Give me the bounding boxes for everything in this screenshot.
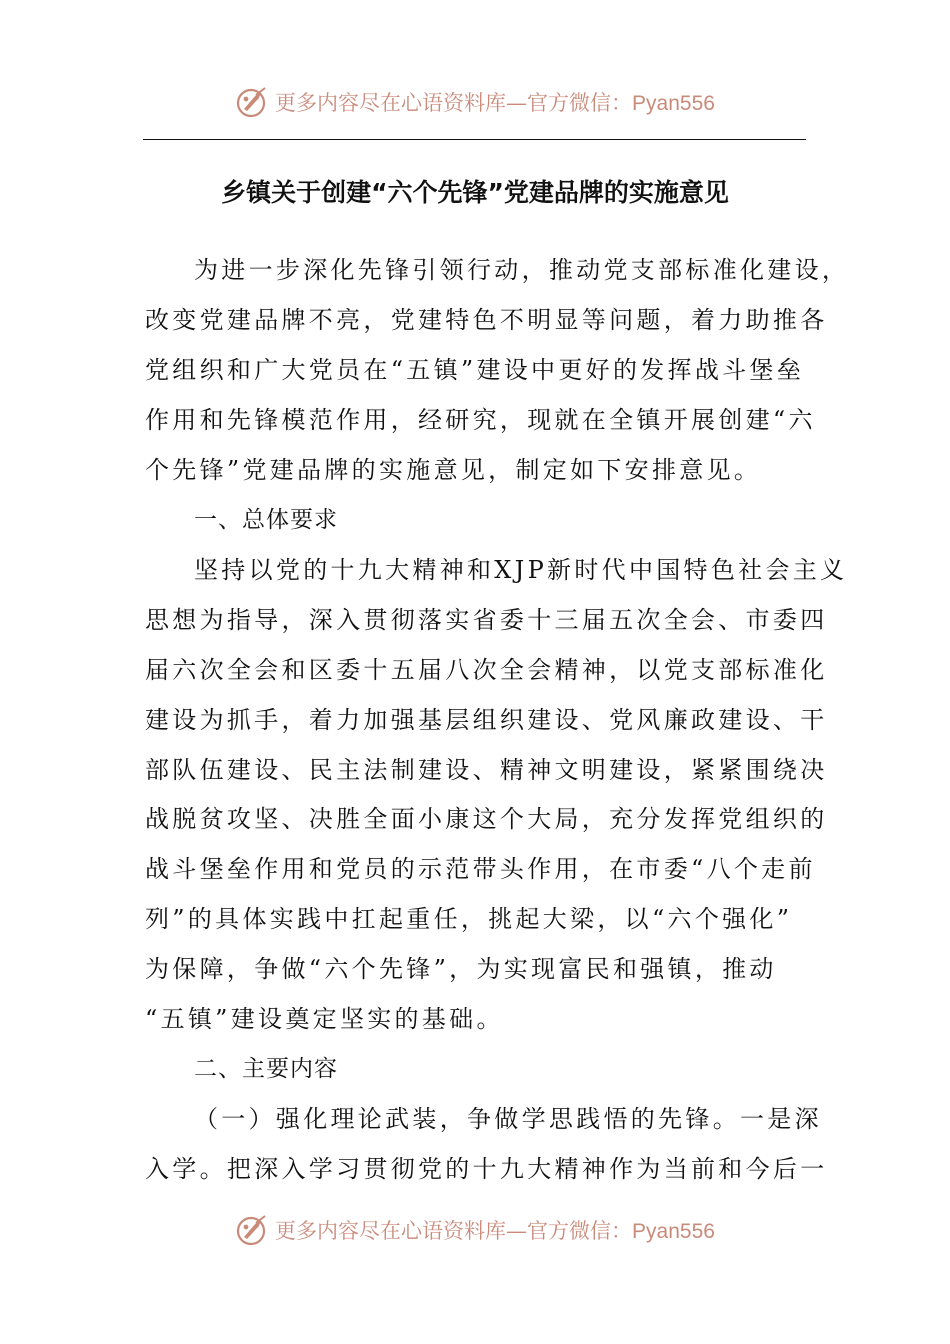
- section1-line-5: 部队伍建设、民主法制建设、精神文明建设，紧紧围绕决: [145, 756, 828, 784]
- watermark-wechat-id: Pyan556: [632, 1220, 715, 1243]
- section1-line-9: 为保障，争做“六个先锋”，为实现富民和强镇，推动: [145, 955, 777, 983]
- watermark-text: 更多内容尽在心语资料库—官方微信：: [275, 1219, 633, 1243]
- watermark-banner-bottom: [0, 1210, 950, 1250]
- watermark-wechat-id: Pyan556: [632, 92, 715, 115]
- pen-logo-icon: [235, 1212, 271, 1248]
- section1-line-6: 战脱贫攻坚、决胜全面小康这个大局，充分发挥党组织的: [145, 805, 828, 833]
- section1-line-8: 列”的具体实践中扛起重任，挑起大梁，以“六个强化”: [145, 905, 793, 933]
- section-heading-2: 二、主要内容: [194, 1056, 338, 1082]
- watermark-banner-top: [0, 82, 950, 122]
- intro-line-3: 党组织和广大党员在“五镇”建设中更好的发挥战斗堡垒: [145, 356, 805, 384]
- section1-line-3: 届六次全会和区委十五届八次全会精神，以党支部标准化: [145, 656, 828, 684]
- section2-line-2: 入学。把深入学习贯彻党的十九大精神作为当前和今后一: [145, 1155, 828, 1183]
- intro-line-2: 改变党建品牌不亮，党建特色不明显等问题，着力助推各: [145, 306, 828, 334]
- pen-logo-icon: [235, 84, 271, 120]
- section1-line-7: 战斗堡垒作用和党员的示范带头作用，在市委“八个走前: [145, 855, 816, 883]
- header-rule: [143, 139, 806, 140]
- document-title: 乡镇关于创建“六个先锋”党建品牌的实施意见: [221, 178, 729, 207]
- section1-line-1: 坚持以党的十九大精神和XJP新时代中国特色社会主义: [194, 556, 848, 584]
- watermark-text: 更多内容尽在心语资料库—官方微信：: [275, 91, 633, 115]
- section1-line-4: 建设为抓手，着力加强基层组织建设、党风廉政建设、干: [145, 706, 828, 734]
- section1-line-10: “五镇”建设奠定坚实的基础。: [145, 1005, 504, 1033]
- intro-line-5: 个先锋”党建品牌的实施意见，制定如下安排意见。: [145, 456, 762, 484]
- intro-line-1: 为进一步深化先锋引领行动，推动党支部标准化建设，: [194, 256, 850, 284]
- section2-line-1: （一）强化理论武装，争做学思践悟的先锋。一是深: [194, 1105, 822, 1133]
- intro-line-4: 作用和先锋模范作用，经研究，现就在全镇开展创建“六: [145, 406, 816, 434]
- section1-line-2: 思想为指导，深入贯彻落实省委十三届五次全会、市委四: [145, 606, 828, 634]
- section-heading-1: 一、总体要求: [194, 507, 338, 533]
